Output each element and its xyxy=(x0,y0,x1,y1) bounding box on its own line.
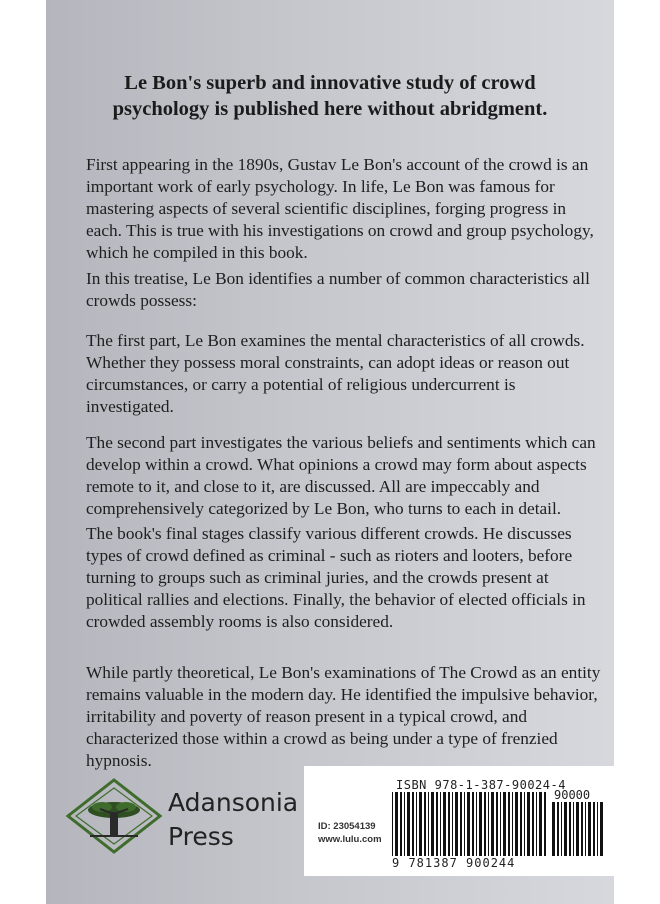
ean-digits: 9 781387 900244 xyxy=(392,856,516,870)
headline xyxy=(46,70,614,122)
paragraph-first-part: The first part, Le Bon examines the mental characteristics of all crowds. Whether they possess moral constraints, can adopt ideas or reason out circumstances, or carry a potential of religious undercurrent is investigated. xyxy=(86,331,585,416)
barcode-panel xyxy=(304,766,614,876)
paragraph-final-stages: The book's final stages classify various different crowds. He discusses types of crowd defined as criminal - such as rioters and looters, before turning to groups such as criminal juries, and the crowds present at political rallies and elections. Finally, the behavior of elected officials in crowded assembly rooms is also considered. xyxy=(86,524,586,631)
publisher-line-1: Adansonia xyxy=(168,788,299,817)
id-line: ID: 23054139 xyxy=(318,821,376,832)
publisher-line-2: Press xyxy=(168,822,234,851)
addon-code: 90000 xyxy=(554,788,591,802)
baobab-tree-logo-icon xyxy=(64,776,164,856)
ean-barcode-icon xyxy=(392,792,548,856)
addon-barcode-icon xyxy=(552,802,606,856)
isbn-text: ISBN 978-1-387-90024-4 xyxy=(396,778,566,792)
publisher-name xyxy=(168,786,298,854)
back-cover xyxy=(46,0,614,904)
headline-line-2: psychology is published here without abridgment. xyxy=(112,98,548,120)
paragraph-second-part: The second part investigates the various beliefs and sentiments which can develop within a crowd. What opinions a crowd may form about aspects remote to it, and close to it, are discussed. All are impeccably and comprehensively categorized by Le Bon, who turns to each in detail. xyxy=(86,433,596,518)
paragraph-conclusion: While partly theoretical, Le Bon's examinations of The Crowd as an entity remains valuable in the modern day. He identified the impulsive behavior, irritability and poverty of reason present in a typical crowd, and characterized those within a crowd as being under a type of frenzied hypnosis. xyxy=(86,663,601,770)
headline-line-1: Le Bon's superb and innovative study of crowd xyxy=(124,72,536,94)
paragraph-intro: First appearing in the 1890s, Gustav Le Bon's account of the crowd is an important work of early psychology. In life, Le Bon was famous for mastering aspects of several scientific disciplines, forging progress in each. This is true with his investigations on crowd and group psychology, which he compiled in this book. xyxy=(86,155,594,262)
lulu-id xyxy=(318,820,382,846)
paragraph-treatise: In this treatise, Le Bon identifies a number of common characteristics all crowds possess: xyxy=(86,269,590,310)
lulu-url: www.lulu.com xyxy=(318,834,382,845)
